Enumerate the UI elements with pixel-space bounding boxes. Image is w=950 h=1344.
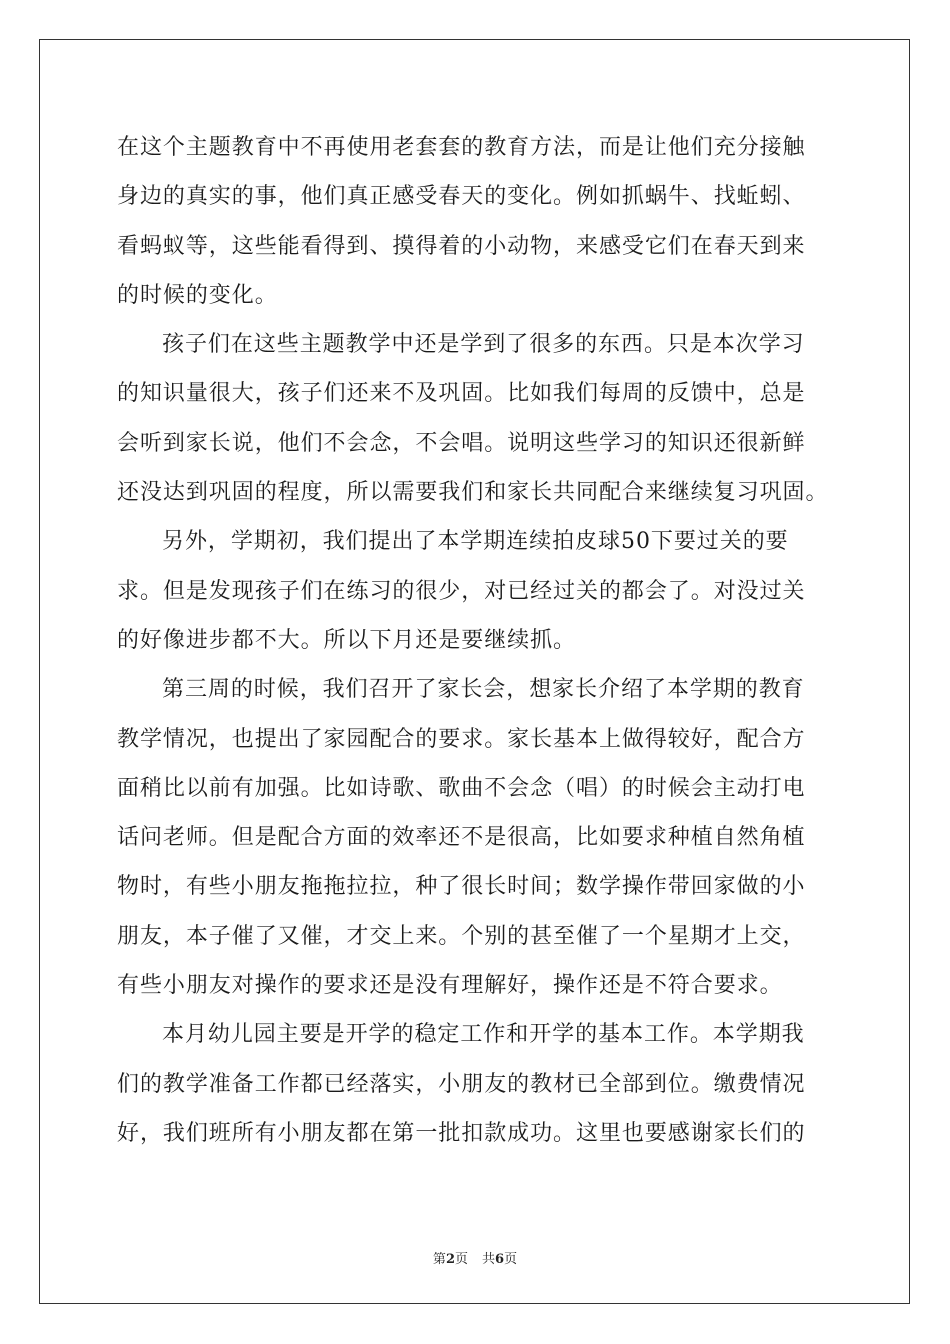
text-line: 们的教学准备工作都已经落实，小朋友的教材已全部到位。缴费情况 [117,1071,806,1097]
text-line: 的知识量很大，孩子们还来不及巩固。比如我们每周的反馈中，总是 [117,381,806,407]
document-body [117,123,837,1158]
text-line: 的时候的变化。 [117,282,278,308]
paragraph-1 [117,123,837,320]
text-line: 的好像进步都不大。所以下月还是要继续抓。 [117,627,577,653]
page-indicator [433,1252,468,1267]
paragraph-5 [117,1010,837,1158]
text-line: 还没达到巩固的程度，所以需要我们和家长共同配合来继续复习巩固。 [117,480,829,506]
paragraph-2 [117,320,837,517]
text-line: 有些小朋友对操作的要求还是没有理解好，操作还是不符合要求。 [117,973,783,999]
page-number: 2 [445,1252,455,1267]
text-line: 物时，有些小朋友拖拖拉拉，种了很长时间；数学操作带回家做的小 [117,874,806,900]
total-pages: 6 [495,1252,505,1267]
text-line: 本月幼儿园主要是开学的稳定工作和开学的基本工作。本学期我 [162,1022,805,1048]
text-line: 另外，学期初，我们提出了本学期连续拍皮球50下要过关的要 [162,529,789,555]
paragraph-4 [117,665,837,1010]
text-line: 身边的真实的事，他们真正感受春天的变化。例如抓蜗牛、找蚯蚓、 [117,184,806,210]
text-line: 孩子们在这些主题教学中还是学到了很多的东西。只是本次学习 [162,332,805,358]
text-line: 看蚂蚁等，这些能看得到、摸得着的小动物，来感受它们在春天到来 [117,233,806,259]
text-line: 在这个主题教育中不再使用老套套的教育方法，而是让他们充分接触 [117,135,806,160]
text-line: 会听到家长说，他们不会念，不会唱。说明这些学习的知识还很新鲜 [117,430,806,456]
total-suffix: 页 [504,1252,518,1267]
page-footer [0,1248,950,1267]
total-prefix: 共 [482,1252,496,1267]
text-line: 教学情况，也提出了家园配合的要求。家长基本上做得较好，配合方 [117,726,806,752]
page-suffix: 页 [454,1252,468,1267]
text-line: 好，我们班所有小朋友都在第一批扣款成功。这里也要感谢家长们的 [117,1120,806,1146]
text-line: 求。但是发现孩子们在练习的很少，对已经过关的都会了。对没过关 [117,578,806,604]
text-line: 朋友，本子催了又催，才交上来。个别的甚至催了一个星期才上交， [117,923,806,949]
text-line: 话问老师。但是配合方面的效率还不是很高，比如要求种植自然角植 [117,825,806,851]
page-prefix: 第 [432,1252,446,1267]
paragraph-3 [117,517,837,665]
total-pages-indicator [482,1252,517,1267]
text-line: 面稍比以前有加强。比如诗歌、歌曲不会念（唱）的时候会主动打电 [117,775,806,801]
text-line: 第三周的时候，我们召开了家长会，想家长介绍了本学期的教育 [162,677,805,703]
